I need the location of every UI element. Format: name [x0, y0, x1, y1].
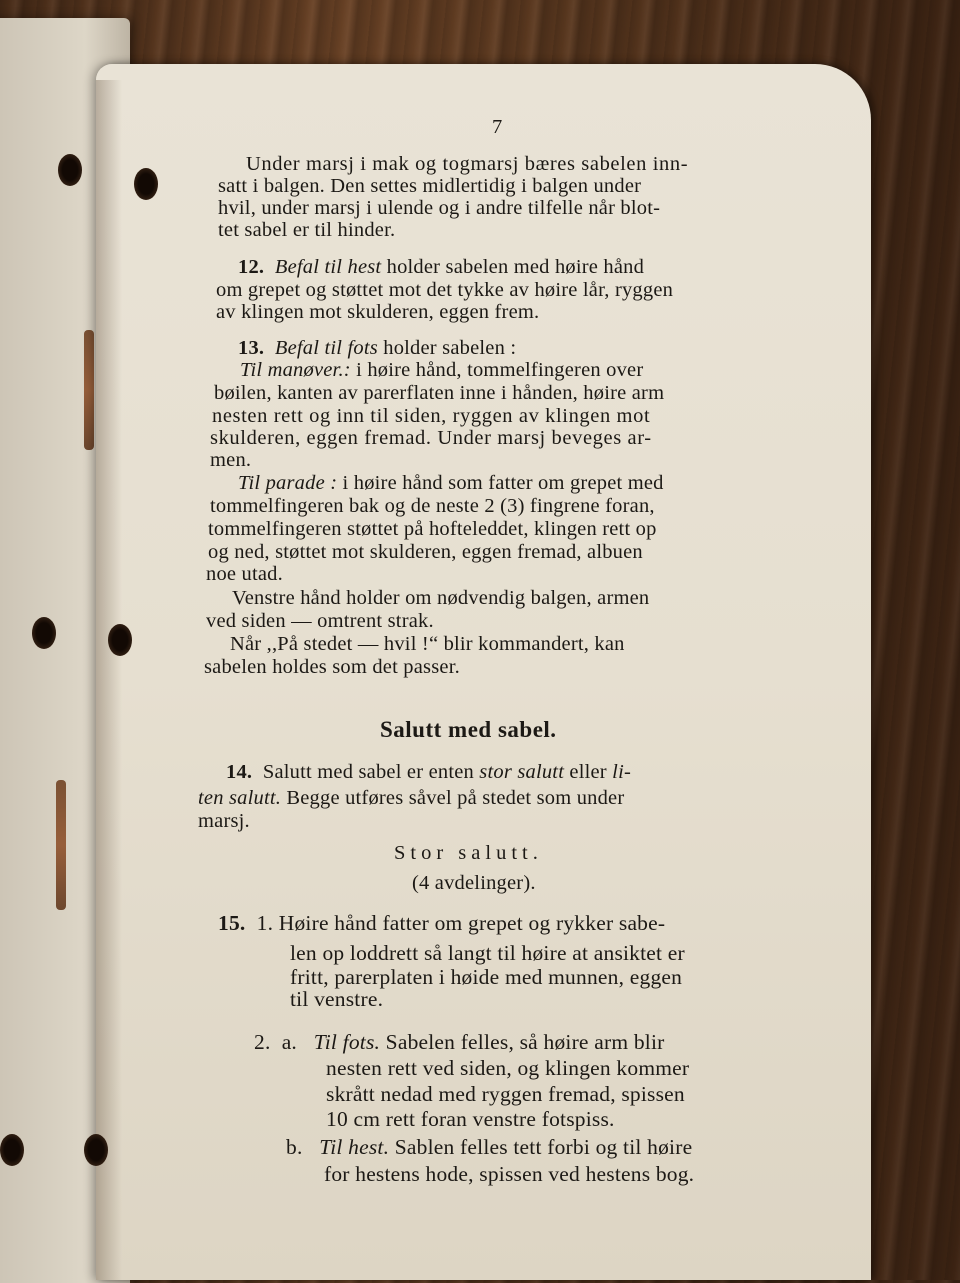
italic-term: Til fots.: [313, 1030, 381, 1054]
text-line: tommelfingeren støttet på hofteleddet, klingen rett op: [208, 518, 657, 540]
paragraph-15-item-1: [218, 912, 665, 934]
text-span: holder sabelen med høire hånd: [381, 256, 645, 278]
italic-term: Til hest.: [319, 1135, 390, 1159]
text-line: [198, 787, 624, 809]
text-span: i høire hånd, tommelfingeren over: [350, 359, 644, 381]
paragraph-14-first-line: [226, 761, 631, 783]
paragraph-15-item-2b: [286, 1136, 692, 1158]
text-span: eller: [564, 761, 613, 783]
italic-term: Befal til fots: [274, 337, 378, 359]
page-number: 7: [492, 116, 503, 138]
text-line: bøilen, kanten av parerflaten inne i hånden, høire arm: [214, 382, 665, 404]
binding-thread: [84, 330, 94, 450]
binding-thread: [56, 780, 66, 910]
text-span: holder sabelen :: [377, 337, 517, 359]
left-punch-hole: [0, 1134, 24, 1166]
text-line: sabelen holdes som det passer.: [204, 656, 460, 678]
sub-heading: Stor salutt.: [394, 842, 543, 864]
text-line: for hestens hode, spissen ved hestens bog.: [324, 1162, 695, 1186]
text-line: om grepet og støttet mot det tykke av høire lår, ryggen: [216, 279, 674, 301]
text-line: til venstre.: [290, 987, 384, 1011]
text-line: skulderen, eggen fremad. Under marsj beveges ar-: [210, 427, 652, 449]
text-span: Sabelen felles, så høire arm blir: [380, 1030, 665, 1054]
text-line: men.: [210, 449, 252, 471]
punch-hole: [134, 168, 158, 200]
text-line: hvil, under marsj i ulende og i andre tilfelle når blot-: [218, 197, 661, 219]
text-line: nesten rett og inn til siden, ryggen av klingen mot: [212, 405, 651, 427]
punch-hole: [84, 1134, 108, 1166]
italic-term: Til parade :: [238, 472, 338, 494]
paragraph-number: 13.: [238, 337, 265, 359]
text-line: [238, 472, 664, 494]
text-line: fritt, parerplaten i høide med munnen, eggen: [290, 965, 683, 989]
left-punch-hole: [32, 617, 56, 649]
sub-heading-note: (4 avdelinger).: [412, 872, 536, 894]
text-span: Sablen felles tett forbi og til høire: [389, 1135, 693, 1159]
text-span: Begge utføres såvel på stedet som under: [281, 787, 625, 809]
paragraph-12-first-line: [238, 256, 644, 278]
italic-term: li-: [612, 761, 631, 783]
list-marker: a.: [281, 1030, 298, 1054]
italic-term: Befal til hest: [274, 256, 382, 278]
text-line: satt i balgen. Den settes midlertidig i balgen under: [218, 175, 642, 197]
text-line: skrått nedad med ryggen fremad, spissen: [326, 1082, 685, 1106]
text-span: i høire hånd som fatter om grepet med: [337, 472, 664, 494]
text-line: Under marsj i mak og togmarsj bæres sabelen inn-: [246, 153, 689, 175]
text-line: Venstre hånd holder om nødvendig balgen, armen: [232, 587, 650, 609]
text-line: 10 cm rett foran venstre fotspiss.: [326, 1107, 615, 1131]
text-line: og ned, støttet mot skulderen, eggen fremad, albuen: [208, 541, 643, 563]
section-heading: Salutt med sabel.: [380, 717, 557, 742]
punch-hole: [108, 624, 132, 656]
text-span: Salutt med sabel er enten: [262, 761, 480, 783]
text-line: tommelfingeren bak og de neste 2 (3) fingrene foran,: [210, 495, 655, 517]
text-line: av klingen mot skulderen, eggen frem.: [216, 301, 540, 323]
italic-term: ten salutt.: [198, 787, 282, 809]
paragraph-number: 15.: [218, 911, 246, 935]
text-line: noe utad.: [206, 563, 283, 585]
text-line: nesten rett ved siden, og klingen kommer: [326, 1056, 690, 1080]
text-line: marsj.: [198, 810, 250, 832]
paragraph-15-item-2a: [254, 1031, 665, 1053]
text-line: [240, 359, 643, 381]
text-line: ved siden — omtrent strak.: [206, 610, 434, 632]
text-line: tet sabel er til hinder.: [218, 219, 396, 241]
paragraph-13-first-line: [238, 337, 516, 359]
text-line: len op loddrett så langt til høire at ansiktet er: [290, 941, 685, 965]
paragraph-number: 14.: [226, 761, 253, 783]
page-gutter: [96, 80, 122, 1280]
text-span: Høire hånd fatter om grepet og rykker sabe-: [278, 911, 666, 935]
list-marker: b.: [286, 1135, 303, 1159]
text-line: Når ,,På stedet — hvil !“ blir kommandert, kan: [230, 633, 625, 655]
paragraph-number: 12.: [238, 256, 265, 278]
left-punch-hole: [58, 154, 82, 186]
list-marker: 1.: [256, 911, 274, 935]
italic-term: stor salutt: [479, 761, 565, 783]
italic-term: Til manøver.:: [240, 359, 351, 381]
list-marker: 2.: [254, 1030, 271, 1054]
